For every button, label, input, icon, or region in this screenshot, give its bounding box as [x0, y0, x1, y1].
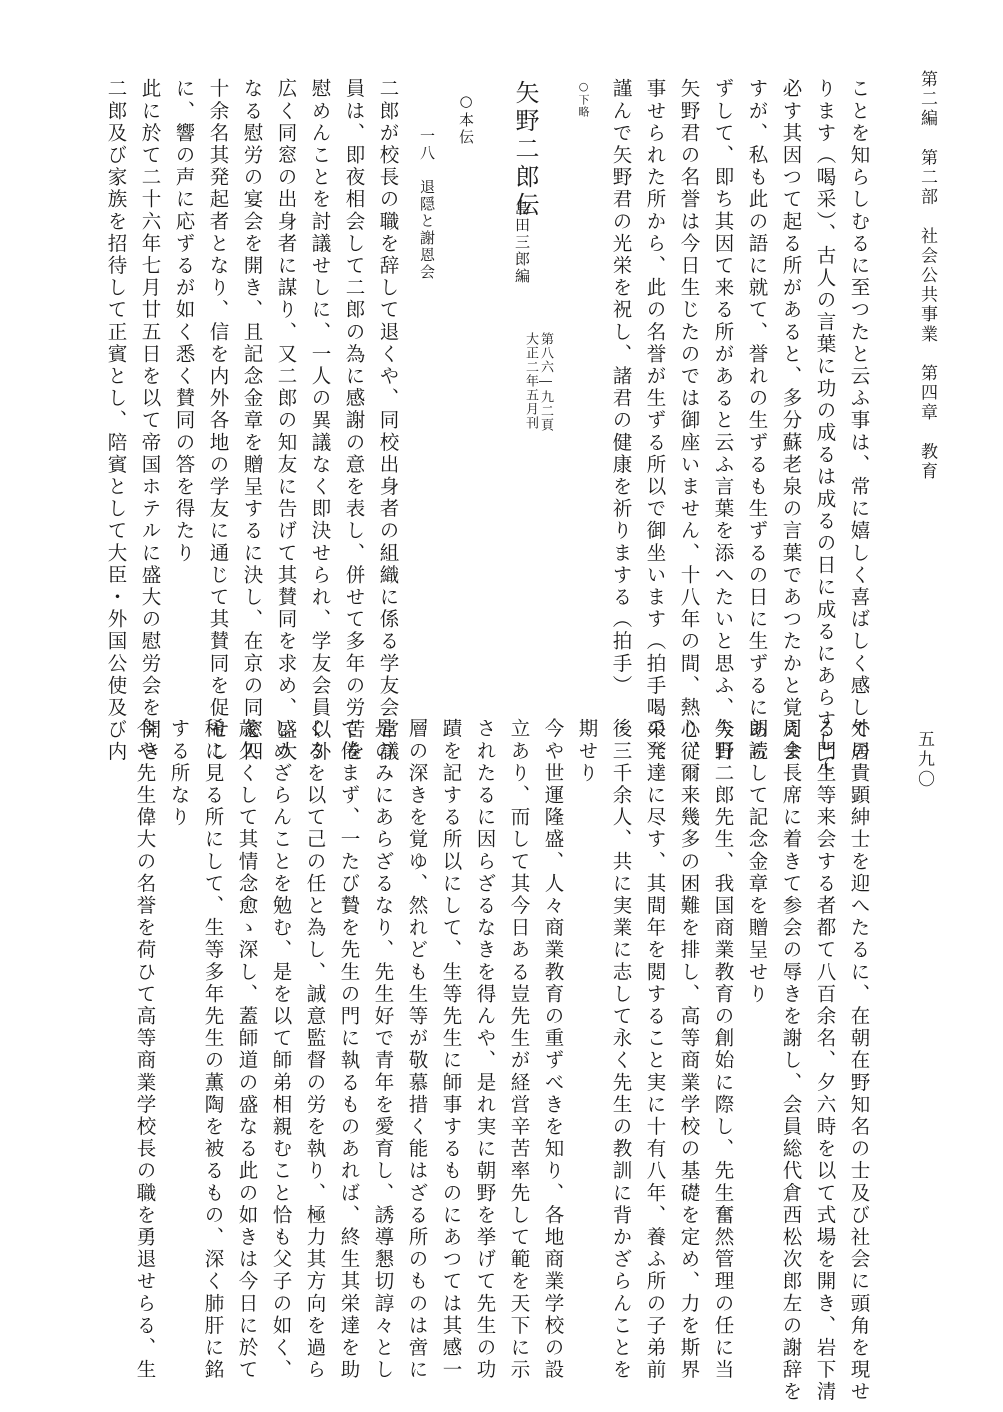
body-line: なる慰労の宴会を開き、且記念金章を贈呈するに決し、在京の同窓四: [240, 78, 264, 764]
body-line: 十余名其発起者となり、信を内外各地の学友に通じて其賛同を促せし: [206, 78, 230, 764]
running-header: 第二編 第二部 社会公共事業 第四章 教育: [917, 70, 937, 482]
body-line: 外の貴顕紳士を迎へたるに、在朝在野知名の士及び社会に頭角を現せ: [847, 718, 871, 1404]
body-line: 歳久くして其情念愈ゝ深し、蓋師道の盛なる此の如きは今日に於て: [235, 718, 259, 1381]
speech-line: 矢野君の名誉は今日生じたのでは御座いません、十八年の間、熱心従: [677, 78, 701, 764]
body-line: 是のみにあらざるなり、先生好で青年を愛育し、誘導懇切諄々とし: [371, 718, 395, 1381]
body-line: 矢野二郎先生、我国商業教育の創始に際し、先生奮然管理の任に当: [711, 718, 735, 1381]
body-line: て倦まず、一たび贄を先生の門に執るものあれば、終生其栄達を助: [337, 718, 361, 1381]
chapter-heading: 一八 退隠と謝恩会: [418, 128, 436, 281]
book-date: 大正二年五月刊: [522, 332, 538, 430]
page-number: 五九〇: [914, 730, 934, 790]
body-line: 稀に見る所にして、生等多年先生の薫陶を被るもの、深く肺肝に銘: [201, 718, 225, 1381]
body-line: 後三千余人、共に実業に志して永く先生の教訓に背かざらんことを: [609, 718, 633, 1381]
body-line: されたるに因らざるなきを得んや、是れ実に朝野を挙げて先生の功: [473, 718, 497, 1381]
body-line: する所なり: [167, 718, 191, 829]
body-line: 今や世運隆盛、人々商業教育の重ずべきを知り、各地商業学校の設: [541, 718, 565, 1381]
speech-line: ことを知らしむるに至つたと云ふ事は、常に嬉しく喜ばしく感して居: [847, 78, 871, 764]
book-title: 矢野二郎伝: [511, 80, 539, 220]
body-line: に、響の声に応ずるが如く悉く賛同の答を得たり: [172, 78, 196, 565]
book-pages: 第八六―九二頁: [537, 332, 553, 432]
body-line: 立あり、而して其今日ある豈先生が経営辛苦率先して範を天下に示: [507, 718, 531, 1381]
speech-line: ずして、即ち其因て来る所があると云ふ言葉を添へたいと思ふ、今日: [711, 78, 735, 764]
body-line: 慰めんことを討議せしに、一人の異議なく即決せられ、学友会員以外: [308, 78, 332, 764]
body-line: 朗読して記念金章を贈呈せり: [745, 718, 769, 1006]
body-line: 員は、即夜相会して二郎の為に感謝の意を表し、併せて多年の労苦を: [342, 78, 366, 764]
speech-line: すが、私も此の語に就て、誉れの生ずるも生ずるの日に生ずるにあら: [745, 78, 769, 764]
body-line: しめざらんことを勉む、是を以て師弟相親むこと恰も父子の如く、: [269, 718, 293, 1381]
body-line: 今や先生偉大の名誉を荷ひて高等商業学校長の職を勇退せらる、生: [133, 718, 157, 1381]
body-line: る門生等来会する者都て八百余名、夕六時を以て式場を開き、岩下清: [813, 718, 837, 1404]
body-line: 広く同窓の出身者に謀り、又二郎の知友に告げて其賛同を求め、盛大: [274, 78, 298, 764]
body-line: 二郎及び家族を招待して正賓とし、陪賓として大臣・外国公使及び内: [104, 78, 128, 764]
body-line: 周会長席に着きて参会の辱きを謝し、会員総代倉西松次郎左の謝辞を: [779, 718, 803, 1404]
body-line: 二郎が校長の職を辞して退くや、同校出身者の組織に係る学友会常議: [376, 78, 400, 764]
body-line: 層の深きを覚ゆ、然れども生等が敬慕措く能はざる所のものは啻に: [405, 718, 429, 1381]
speech-line: 必す其因つて起る所があると、多分蘇老泉の言葉であつたかと覚えま: [779, 78, 803, 764]
speech-line: ります（喝采）、古人の言葉に功の成るは成るの日に成るにあらすして: [813, 78, 837, 776]
body-line: の発達に尽す、其間年を閲すること実に十有八年、養ふ所の子弟前: [643, 718, 667, 1381]
body-line: くるを以て己の任と為し、誠意監督の労を執り、極力其方向を過ら: [303, 718, 327, 1381]
body-line: 期せり: [575, 718, 599, 785]
omission-note: ○下略: [577, 80, 590, 118]
book-editor: 島田三郎編: [513, 200, 531, 285]
body-line: 蹟を記する所以にして、生等先生に師事するものにあつては其感一: [439, 718, 463, 1381]
section-marker: ○本伝: [457, 92, 475, 146]
body-line: り、爾来幾多の困難を排し、高等商業学校の基礎を定め、力を斯界: [677, 718, 701, 1381]
speech-line: 謹んで矢野君の光栄を祝し、諸君の健康を祈りまする（拍手）: [609, 78, 633, 697]
speech-line: 事せられた所から、此の名誉が生ずる所以で御坐います（拍手喝采）、: [643, 78, 667, 776]
body-line: 此に於て二十六年七月廿五日を以て帝国ホテルに盛大の慰労会を開き: [138, 78, 162, 764]
